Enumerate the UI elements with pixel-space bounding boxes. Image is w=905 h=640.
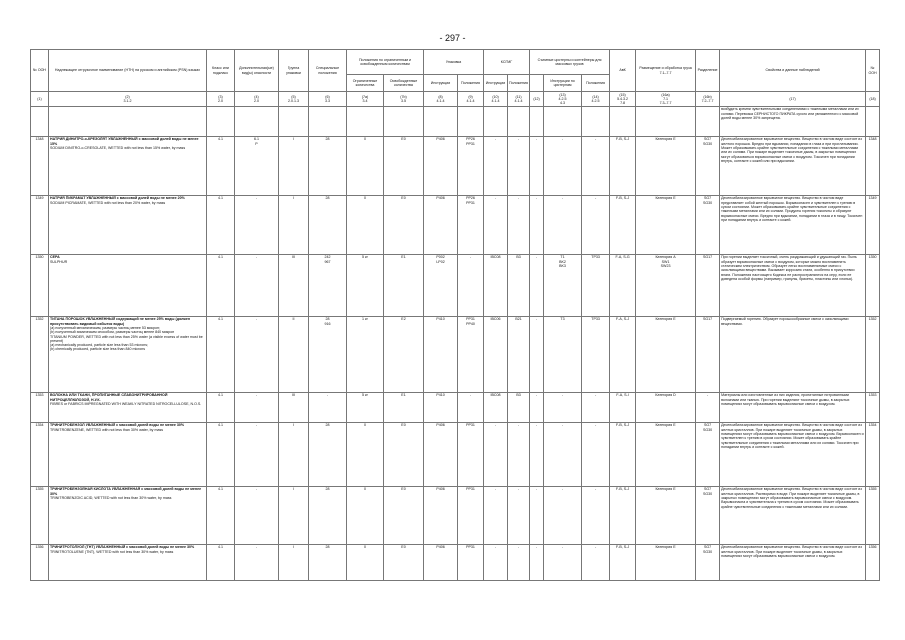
tank-instruction-cell: - xyxy=(544,544,582,580)
un-cell: 1352 xyxy=(31,316,49,392)
segregation-cell: SG17 xyxy=(696,254,720,316)
column-12-cell: - xyxy=(530,254,544,316)
stowage-cell: Категория E xyxy=(636,195,696,254)
column-12-cell: - xyxy=(530,486,544,544)
properties-cell: Десенсибилизированное взрывчатое вещество. Вещество в чистом виде состоит из желтых кристаллов. Растворимо в воде. При пожаре выделяет токсичные дымы, в закрытых помещениях могут образовывать взрывоопасные смеси с воздухом. Взрывоопасна и чувствительна к трению в сухом состоянии. Может образовывать крайне чувствительные соединения с тяжелыми металлами или их солями. xyxy=(720,486,866,544)
packing-provision-cell: - xyxy=(458,392,484,422)
header-tank-instr: Инструкции по цистернам xyxy=(544,75,582,92)
header-limited-group: Положения по ограниченным и освобожденным количествам xyxy=(347,50,424,75)
tank-provision-cell: - xyxy=(582,422,610,486)
tank-instruction-cell: T1 BK2 BK3 xyxy=(544,254,582,316)
packing-instruction-cell: P406 xyxy=(424,136,458,195)
column-12-cell: - xyxy=(530,422,544,486)
excepted-quantity-cell: E0 xyxy=(384,544,424,580)
segregation-cell: SG7 SG30 xyxy=(696,544,720,580)
limited-quantity-cell: 5 кг xyxy=(347,392,384,422)
tank-instruction-cell: - xyxy=(544,136,582,195)
class-cell: 4.1 xyxy=(207,316,235,392)
colnum-14: (14) 4.2.5 xyxy=(582,92,610,107)
header-un: № ООН xyxy=(31,50,49,92)
colnum-11: (11) 4.1.4 xyxy=(508,92,530,107)
ems-cell: F-B, S-J xyxy=(610,136,636,195)
colnum-12: (12) xyxy=(530,92,544,107)
subsidiary-cell: - xyxy=(235,422,279,486)
special-provisions-cell: - xyxy=(309,392,347,422)
packing-instruction-cell: P002 LP02 xyxy=(424,254,458,316)
ibc-instruction-cell: IBC08 xyxy=(484,254,508,316)
header-tank-prov: Положения xyxy=(582,75,610,92)
subsidiary-cell: - xyxy=(235,254,279,316)
excepted-quantity-cell: E0 xyxy=(384,422,424,486)
colnum-5: (5) 2.0.1.3 xyxy=(279,92,309,107)
name-english: SODIUM DINITRO-o-CRESOLATE, WETTED with not less than 15% water, by mass xyxy=(50,145,186,150)
packing-group-cell: I xyxy=(279,486,309,544)
packing-instruction-cell: P410 xyxy=(424,316,458,392)
colnum-1: (1) xyxy=(31,92,49,107)
subsidiary-cell: - xyxy=(235,392,279,422)
name-russian: СЕРА xyxy=(50,255,60,260)
subsidiary-cell: - xyxy=(235,195,279,254)
packing-group-cell: I xyxy=(279,544,309,580)
limited-quantity-cell: 0 xyxy=(347,422,384,486)
colnum-18: (18) xyxy=(866,92,880,107)
tank-instruction-cell: - xyxy=(544,486,582,544)
special-provisions-cell: 28 xyxy=(309,195,347,254)
header-blank-12 xyxy=(530,75,544,92)
ems-cell: F-B, S-J xyxy=(610,544,636,580)
ibc-instruction-cell: - xyxy=(484,195,508,254)
continuation-text: возбудить кремни чувствительными соединениями с тяжелыми металлами или их солями. Перевозка СЕРНИСТОГО ПИКРАТА сухого или увлажненного с массовой долей воды менее 30% запрещена. xyxy=(720,106,866,136)
name-english: TRINITROBENZOIC ACID, WETTED with not less than 30% water, by mass xyxy=(50,495,172,500)
un-cell: 1356 xyxy=(31,544,49,580)
header-ibc-instr: Инструкции xyxy=(484,75,508,92)
colnum-3: (3) 2.0 xyxy=(207,92,235,107)
properties-cell: Десенсибилизированное взрывчатое вещество. Вещество в чистом виде состоит из желтых кристаллов. При пожаре выделяет токсичные дымы, в закрытых помещениях могут образовывать взрывоопасные смеси с воздухом. xyxy=(720,544,866,580)
segregation-cell: SG7 SG30 xyxy=(696,195,720,254)
colnum-9: (9) 4.1.4 xyxy=(458,92,484,107)
packing-instruction-cell: P406 xyxy=(424,486,458,544)
ibc-instruction-cell: - xyxy=(484,136,508,195)
name-english: TRINITROTOLUENE (TNT), WETTED with not less than 30% water, by mass xyxy=(50,549,174,554)
column-12-cell: - xyxy=(530,195,544,254)
name-russian: ТРИНИТРОТОЛУОЛ (ТНТ) УВЛАЖНЕННЫЙ с массовой долей воды не менее 30% xyxy=(50,545,195,550)
header-ibc-prov: Положения xyxy=(508,75,530,92)
name-russian: ТРИНИТРОБЕНЗОЙНАЯ КИСЛОТА УВЛАЖНЕННАЯ с массовой долей воды не менее 30% xyxy=(50,487,202,496)
colnum-17: (17) xyxy=(720,92,866,107)
packing-group-cell: I xyxy=(279,422,309,486)
stowage-cell: Категория E xyxy=(636,316,696,392)
header-ibc: КСГМГ xyxy=(484,50,530,75)
name-cell xyxy=(49,195,207,254)
colnum-16b: (16b) 7.2–7.7 xyxy=(696,92,720,107)
tank-provision-cell: - xyxy=(582,136,610,195)
packing-instruction-cell: P406 xyxy=(424,544,458,580)
ems-cell: F-B, S-J xyxy=(610,422,636,486)
table-row xyxy=(31,195,880,254)
un-cell: 1355 xyxy=(31,486,49,544)
ems-cell: F-A, S-I xyxy=(610,392,636,422)
subsidiary-cell: 6.1 P xyxy=(235,136,279,195)
tank-instruction-cell: T3 xyxy=(544,316,582,392)
class-cell: 4.1 xyxy=(207,486,235,544)
excepted-quantity-cell: E0 xyxy=(384,136,424,195)
special-provisions-cell: 28 xyxy=(309,422,347,486)
ibc-provision-cell: B21 xyxy=(508,316,530,392)
name-cell xyxy=(49,392,207,422)
class-cell: 4.1 xyxy=(207,136,235,195)
header-properties: Свойства и данные наблюдений xyxy=(720,50,866,92)
ibc-provision-cell: - xyxy=(508,486,530,544)
subsidiary-cell: - xyxy=(235,486,279,544)
segregation-cell: SG17 xyxy=(696,316,720,392)
name-english: SODIUM PICRAMATE, WETTED with not less than 20% water, by mass xyxy=(50,200,166,205)
properties-cell: При горении выделяет токсичный, очень раздражающий и удушающий газ. Пыль образует взрывоопасные смеси с воздухом, которые можно воспламенить статическим электричеством. Образует легко воспламеняемые смеси с окисляющими веществами. Вызывает коррозию стали, особенно в присутствии влаги. Положения настоящего Кодекса не распространяются на серу, если ее доведена особой формы (например, гранулы, брикеты, пластины или хлопья). xyxy=(720,254,866,316)
stowage-cell: Категория E xyxy=(636,544,696,580)
segregation-cell: SG7 SG30 xyxy=(696,422,720,486)
stowage-cell: Категория E xyxy=(636,136,696,195)
colnum-7b: (7b) 3.5 xyxy=(384,92,424,107)
header-special-provisions: Специальные положения xyxy=(309,50,347,92)
name-russian: ВОЛОКНА ИЛИ ТКАНИ, ПРОПИТАННЫЕ СЛАБОНИТРИРОВАННОЙ НИТРОЦЕЛЛЮЛОЗОЙ, Н.У.К. xyxy=(50,393,168,402)
stowage-cell: Категория A SW1 SW23 xyxy=(636,254,696,316)
excepted-quantity-cell: E0 xyxy=(384,486,424,544)
colnum-13: (13) 4.2.5 4.3 xyxy=(544,92,582,107)
packing-instruction-cell: P410 xyxy=(424,392,458,422)
packing-provision-cell: PP31 xyxy=(458,486,484,544)
table-row xyxy=(31,254,880,316)
un-right-cell: 1348 xyxy=(866,136,880,195)
header-limited: Ограниченные количества xyxy=(347,75,384,92)
special-provisions-cell: 28 916 xyxy=(309,316,347,392)
ibc-provision-cell: - xyxy=(508,544,530,580)
excepted-quantity-cell: E1 xyxy=(384,392,424,422)
packing-provision-cell: PP31 xyxy=(458,544,484,580)
ibc-instruction-cell: - xyxy=(484,486,508,544)
dangerous-goods-list-table xyxy=(30,49,879,581)
name-russian: ТИТАНА ПОРОШОК УВЛАЖНЕННЫЙ содержащий не менее 25% воды (должен присутствовать видимый избыток воды) xyxy=(50,317,191,326)
packing-provision-cell: PP26 PP31 xyxy=(458,136,484,195)
name-cell xyxy=(49,486,207,544)
name-english: TRINITROBENZENE, WETTED with not less than 30% water, by mass xyxy=(50,427,164,432)
colnum-4: (4) 2.0 xyxy=(235,92,279,107)
table-row xyxy=(31,486,880,544)
header-packaging: Упаковка xyxy=(424,50,484,75)
table-row xyxy=(31,316,880,392)
header-segregation: Разделение xyxy=(696,50,720,92)
colnum-6: (6) 3.3 xyxy=(309,92,347,107)
name-english: FIBRES or FABRICS IMPREGNATED WITH WEAKLY NITRATED NITROCELLULOSE, N.O.S. xyxy=(50,401,202,406)
ems-cell: F-B, S-J xyxy=(610,486,636,544)
name-english: SULPHUR xyxy=(50,259,68,264)
excepted-quantity-cell: E2 xyxy=(384,316,424,392)
column-12-cell: - xyxy=(530,136,544,195)
stowage-cell: Категория E xyxy=(636,422,696,486)
name-english: (a) полученный механическим, размеры частиц менее 53 микрон; (b) полученный химическим способом, размеры частиц менее 840 микрон TITANIUM POWDER, WETTED with not less than 25% water (a visible excess of water must be present) (a) mechanically produced, particle size less than 53 microns; (b) chemically produced, particle size less than 840 microns xyxy=(50,325,203,352)
table-row xyxy=(31,422,880,486)
special-provisions-cell: 242 967 xyxy=(309,254,347,316)
class-cell: 4.1 xyxy=(207,544,235,580)
packing-provision-cell: PP31 PP40 xyxy=(458,316,484,392)
packing-instruction-cell: P406 xyxy=(424,422,458,486)
un-right-cell: 1349 xyxy=(866,195,880,254)
subsidiary-cell: - xyxy=(235,544,279,580)
column-12-cell: - xyxy=(530,544,544,580)
page-number: - 297 - xyxy=(439,33,466,43)
un-right-cell: 1352 xyxy=(866,316,880,392)
packing-group-cell: I xyxy=(279,195,309,254)
cont-cell xyxy=(31,106,49,136)
segregation-cell: SG7 SG30 xyxy=(696,136,720,195)
excepted-quantity-cell: E1 xyxy=(384,254,424,316)
header-un-right: № ООН xyxy=(866,50,880,92)
limited-quantity-cell: 0 xyxy=(347,136,384,195)
segregation-cell: - xyxy=(696,392,720,422)
column-12-cell: - xyxy=(530,316,544,392)
name-cell xyxy=(49,544,207,580)
limited-quantity-cell: 0 xyxy=(347,544,384,580)
un-cell: 1348 xyxy=(31,136,49,195)
packing-group-cell: III xyxy=(279,392,309,422)
un-right-cell: 1356 xyxy=(866,544,880,580)
header-pack-prov: Положения xyxy=(458,75,484,92)
un-cell: 1353 xyxy=(31,392,49,422)
header-class: Класс или подкласс xyxy=(207,50,235,92)
colnum-2: (2) 3.1.2 xyxy=(49,92,207,107)
un-right-cell: 1354 xyxy=(866,422,880,486)
special-provisions-cell: 28 xyxy=(309,136,347,195)
colnum-15: (15) 5.4.3.2 7.8 xyxy=(610,92,636,107)
header-tanks: Съемные цистерны и контейнеры для массовых грузов xyxy=(530,50,610,75)
tank-provision-cell: TP33 xyxy=(582,254,610,316)
packing-group-cell: I xyxy=(279,136,309,195)
ems-cell: F-A, S-G xyxy=(610,254,636,316)
packing-provision-cell: PP26 PP31 xyxy=(458,195,484,254)
properties-cell: Материалы или изготовленные из них изделия, пропитанные нитрованными волокнами или тканью. При горении выделяют токсичные дымы, в закрытых помещениях могут образовывать взрывоопасные смеси с воздухом. xyxy=(720,392,866,422)
special-provisions-cell: 28 xyxy=(309,486,347,544)
stowage-cell: Категория E xyxy=(636,486,696,544)
table-row xyxy=(31,392,880,422)
table-row xyxy=(31,136,880,195)
tank-provision-cell: - xyxy=(582,486,610,544)
un-right-cell: 1353 xyxy=(866,392,880,422)
ibc-provision-cell: - xyxy=(508,195,530,254)
header-excepted: Освобожденные количества xyxy=(384,75,424,92)
un-right-cell: 1350 xyxy=(866,254,880,316)
colnum-10: (10) 4.1.4 xyxy=(484,92,508,107)
ems-cell: F-A, S-J xyxy=(610,316,636,392)
column-12-cell: - xyxy=(530,392,544,422)
name-cell xyxy=(49,254,207,316)
properties-cell: Десенсибилизированное взрывчатое вещество. Вещество в чистом виде состоит из желтого порошка. Вредно при вдыхании, попадании в глаза и при проглатывании. Может образовывать крайне чувствительные соединения с тяжелыми металлами или их солями. При пожаре выделяет токсичные дымы, в закрытых помещениях могут образоваться взрывоопасные смеси с воздухом. Токсичен при попадании внутрь, контакте с кожей или при вдыхании. xyxy=(720,136,866,195)
special-provisions-cell: 28 xyxy=(309,544,347,580)
limited-quantity-cell: 5 кг xyxy=(347,254,384,316)
class-cell: 4.1 xyxy=(207,422,235,486)
ibc-instruction-cell: - xyxy=(484,544,508,580)
packing-provision-cell: - xyxy=(458,254,484,316)
tank-provision-cell: - xyxy=(582,392,610,422)
class-cell: 4.1 xyxy=(207,254,235,316)
ibc-provision-cell: - xyxy=(508,422,530,486)
colnum-7a: (7a) 3.4 xyxy=(347,92,384,107)
name-cell xyxy=(49,136,207,195)
ibc-provision-cell: B3 xyxy=(508,254,530,316)
name-russian: ТРИНИТРОБЕНЗОЛ УВЛАЖНЕННЫЙ с массовой долей воды не менее 30% xyxy=(50,423,185,428)
name-russian: НАТРИЯ ДИНИТРО-o-КРЕЗОЛЯТ УВЛАЖНЕННЫЙ с массовой долей воды не менее 15% xyxy=(50,137,199,146)
tank-provision-cell: TP33 xyxy=(582,316,610,392)
stowage-cell: Категория D xyxy=(636,392,696,422)
name-russian: НАТРИЯ ПИКРАМАТ УВЛАЖНЕННЫЙ с массовой долей воды не менее 20% xyxy=(50,196,185,201)
tank-instruction-cell: - xyxy=(544,195,582,254)
limited-quantity-cell: 1 кг xyxy=(347,316,384,392)
class-cell: 4.1 xyxy=(207,195,235,254)
colnum-8: (8) 4.1.4 xyxy=(424,92,458,107)
packing-group-cell: III xyxy=(279,254,309,316)
excepted-quantity-cell: E0 xyxy=(384,195,424,254)
limited-quantity-cell: 0 xyxy=(347,195,384,254)
subsidiary-cell: - xyxy=(235,316,279,392)
tank-provision-cell: - xyxy=(582,544,610,580)
un-cell: 1354 xyxy=(31,422,49,486)
class-cell: 4.1 xyxy=(207,392,235,422)
ibc-instruction-cell: IBC08 xyxy=(484,392,508,422)
un-cell: 1349 xyxy=(31,195,49,254)
tank-provision-cell: - xyxy=(582,195,610,254)
un-cell: 1350 xyxy=(31,254,49,316)
properties-cell: Десенсибилизированное взрывчатое вещество. Вещество в чистом виде состоит из желтых кристаллов. При пожаре выделяет токсичные дымы, в закрытых помещениях могут образовывать взрывоопасные смеси с воздухом. Взрывоопасен и чувствителен к трению в сухом состоянии. Может образовывать крайне чувствительные соединения с тяжелыми металлами или их солями. Токсичен при попадании внутрь и контакте с кожей. xyxy=(720,422,866,486)
un-right-cell: 1355 xyxy=(866,486,880,544)
ems-cell: F-B, S-J xyxy=(610,195,636,254)
name-cell xyxy=(49,422,207,486)
header-ems: АвК xyxy=(610,50,636,92)
packing-group-cell: II xyxy=(279,316,309,392)
ibc-instruction-cell: - xyxy=(484,422,508,486)
tank-instruction-cell: - xyxy=(544,422,582,486)
ibc-instruction-cell: IBC06 xyxy=(484,316,508,392)
tank-instruction-cell: - xyxy=(544,392,582,422)
header-name: Надлежащее отгрузочное наименование (НТН) на русском и английском (PSN) языках xyxy=(49,50,207,92)
ibc-provision-cell: - xyxy=(508,136,530,195)
header-packing-group: Группа упаковки xyxy=(279,50,309,92)
packing-provision-cell: PP31 xyxy=(458,422,484,486)
header-pack-instr: Инструкции xyxy=(424,75,458,92)
limited-quantity-cell: 0 xyxy=(347,486,384,544)
colnum-16a: (16a) 7.1 7.3–7.7 xyxy=(636,92,696,107)
header-stowage: Размещение и обработка груза 7.1–7.7 xyxy=(636,50,696,92)
segregation-cell: SG7 SG30 xyxy=(696,486,720,544)
header-subsidiary: Дополнительная(ые) вид(ы) опасности xyxy=(235,50,279,92)
name-cell xyxy=(49,316,207,392)
properties-cell: Подвергаемый горению. Образует порошкообразные смеси с окисляющими веществами. xyxy=(720,316,866,392)
ibc-provision-cell: B3 xyxy=(508,392,530,422)
properties-cell: Десенсибилизированное взрывчатое вещество. Вещество в чистом виде представляет собой желтый порошок. Взрывоопасен и чувствителен к трению в сухом состоянии. Может образовывать крайне чувствительные соединения с тяжелыми металлами или их солями. Продукты горения токсичны и образуют взрывоопасные смеси. Вредно при вдыхании, попадании в глаза и в пищу. Токсичен при попадании внутрь и контакте с кожей. xyxy=(720,195,866,254)
packing-instruction-cell: P406 xyxy=(424,195,458,254)
table-row xyxy=(31,544,880,580)
